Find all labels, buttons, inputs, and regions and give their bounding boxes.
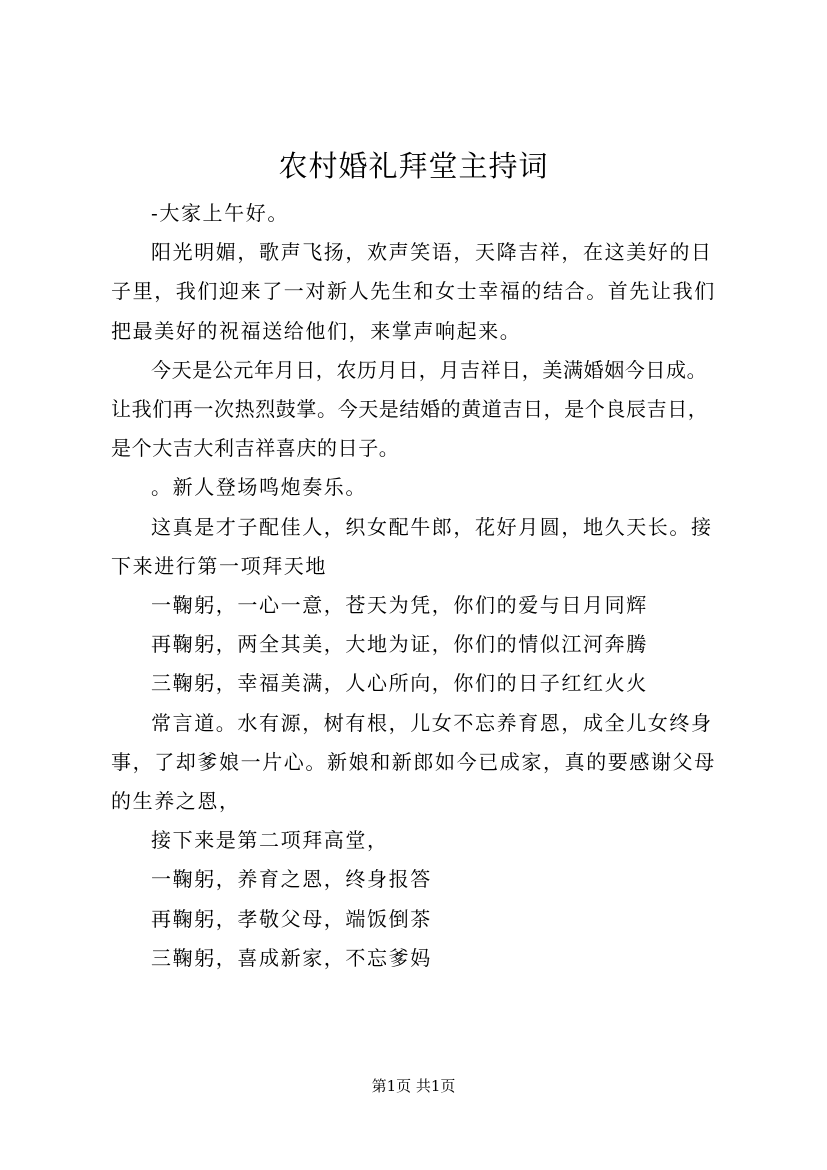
paragraph-date: 今天是公元年月日，农历月日，月吉祥日，美满婚姻今日成。让我们再一次热烈鼓掌。今天是结婚的黄道吉日，是个良辰吉日，是个大吉大利吉祥喜庆的日子。 (111, 357, 709, 461)
paragraph-second-rite-intro: 接下来是第二项拜高堂， (151, 828, 389, 853)
paragraph-first-bow-3: 三鞠躬，幸福美满，人心所向，你们的日子红红火火 (151, 671, 648, 696)
paragraph-first-bow-2: 再鞠躬，两全其美，大地为证，你们的情似江河奔腾 (151, 632, 648, 657)
page-footer: 第1页 共1页 (371, 1077, 456, 1095)
paragraph-second-bow-1: 一鞠躬，养育之恩，终身报答 (151, 867, 432, 892)
paragraph-opening: 阳光明媚，歌声飞扬，欢声笑语，天降吉祥，在这美好的日子里，我们迎来了一对新人先生和女士幸福的结合。首先让我们把最美好的祝福送给他们，来掌声响起来。 (111, 240, 716, 343)
document-title: 农村婚礼拜堂主持词 (278, 149, 549, 183)
paragraph-first-rite-intro: 这真是才子配佳人，织女配牛郎，花好月圆，地久天长。接下来进行第一项拜天地 (111, 514, 713, 578)
paragraph-parents: 常言道。水有源，树有根，儿女不忘养育恩，成全儿女终身事，了却爹娘一片心。新娘和新郎如今已成家，真的要感谢父母的生养之恩， (111, 710, 716, 814)
paragraph-second-bow-3: 三鞠躬，喜成新家，不忘爹妈 (151, 945, 432, 970)
document-body (111, 194, 723, 978)
paragraph-first-bow-1: 一鞠躬，一心一意，苍天为凭，你们的爱与日月同辉 (151, 593, 648, 618)
paragraph-entrance: 。新人登场鸣炮奏乐。 (151, 475, 367, 500)
paragraph-second-bow-2: 再鞠躬，孝敬父母，端饭倒茶 (151, 906, 432, 931)
paragraph-greeting: -大家上午好。 (151, 201, 289, 225)
